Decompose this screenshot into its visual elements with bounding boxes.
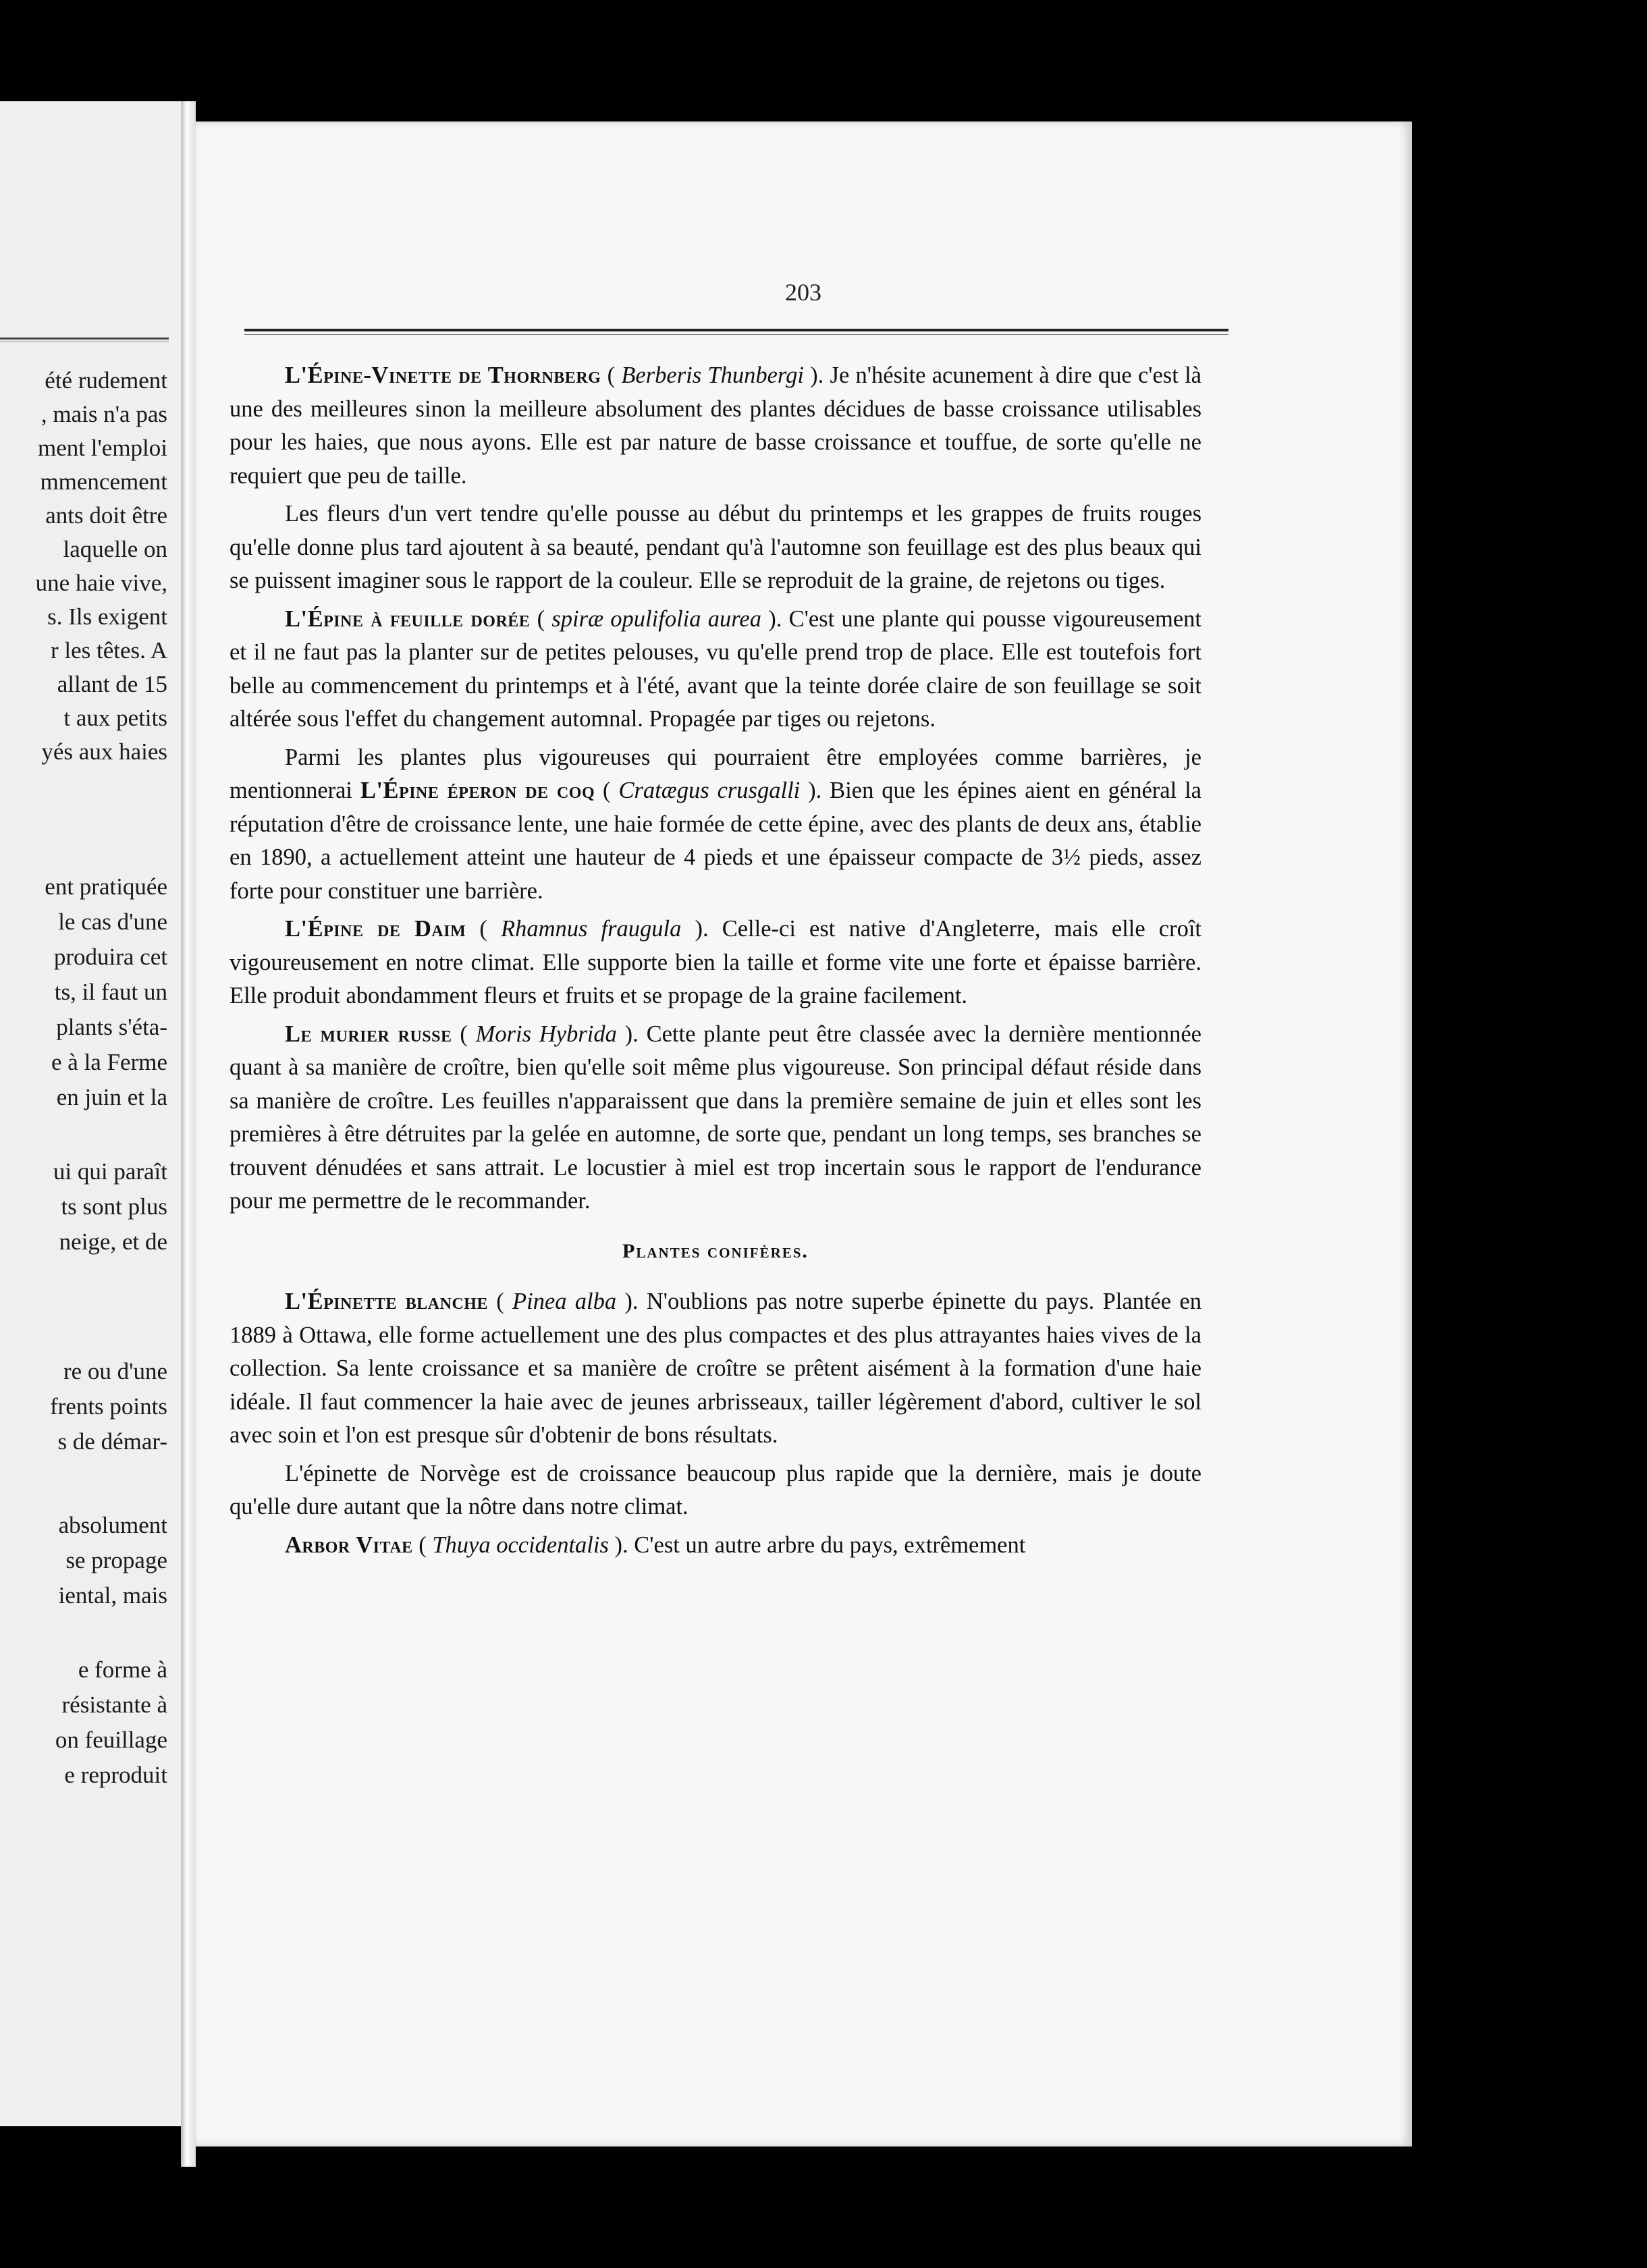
facing-line: re ou d'une <box>63 1358 167 1384</box>
entry-title: L'Épine de Daim <box>285 916 466 942</box>
facing-line: ment l'emploi <box>38 435 167 461</box>
paragraph-text: ). C'est un autre arbre du pays, extrêmement <box>608 1532 1026 1558</box>
facing-line: neige, et de <box>59 1228 167 1255</box>
section-heading: Plantes conifères. <box>622 1239 809 1262</box>
latin-name: Thuya occidentalis <box>432 1532 609 1558</box>
entry-title: L'Épine à feuille dorée <box>285 605 531 632</box>
paragraph-fleurs <box>230 497 1202 598</box>
book-page <box>196 122 1412 2146</box>
paragraph-text: ). Celle-ci est native d'Angleterre, mais elle croît vigoureusement en notre climat. Elle supporte bien la taille et forme vite une forte et épaisse barrière. Elle produit abondamment fleurs et fruits et se propage de la graine facilement. <box>230 916 1202 1008</box>
paren: ( <box>601 362 622 388</box>
latin-name: Pinea alba <box>512 1289 617 1314</box>
facing-line: en juin et la <box>56 1084 167 1110</box>
facing-line: mmencement <box>40 468 167 495</box>
facing-line: s. Ils exigent <box>47 603 167 630</box>
header-rule <box>244 329 1228 335</box>
facing-line: e à la Ferme <box>51 1049 167 1075</box>
facing-line: été rudement <box>45 367 167 394</box>
facing-line: allant de 15 <box>57 671 167 697</box>
facing-line: t aux petits <box>63 705 167 731</box>
paragraph-text: Les fleurs d'un vert tendre qu'elle pousse au début du printemps et les grappes de fruits rouges qu'elle donne plus tard ajoutent à sa beauté, pendant qu'à l'automne son feuillage est des plus beaux qui se puissent imaginer sous le rapport de la couleur. Elle se reproduit de la graine, de rejetons ou tiges. <box>230 501 1202 593</box>
paren: ( <box>412 1532 433 1558</box>
facing-line: e reproduit <box>64 1762 167 1788</box>
paragraph-text: ). C'est une plante qui pousse vigoureusement et il ne faut pas la planter sur de petites pelouses, vu qu'elle prend trop de place. Elle est toutefois fort belle au commencement du printemps et à l'été, avant que la teinte dorée claire de son feuillage se soit altérée sous l'effet du changement automnal. Propagée par tiges ou rejetons. <box>230 605 1202 732</box>
latin-name: spiræ opulifolia aurea <box>551 605 761 632</box>
facing-line: ants doit être <box>45 502 167 529</box>
facing-line: produira cet <box>53 944 167 970</box>
paragraph-thuya <box>230 1529 1202 1563</box>
latin-name: Berberis Thunbergi <box>621 362 804 388</box>
paragraph-text: ). Cette plante peut être classée avec la dernière mentionnée quant à sa manière de croître, bien qu'elle soit même plus vigoureuse. Son principal défaut réside dans sa manière de croître. Les feuilles n'apparaissent que dans la première semaine de juin et elles sont les premières à être détruites par la gelée en automne, de sorte que, pendant un long temps, ses branches se trouvent dénudées et sans attrait. Le locustier à miel est trop incertain sous le rapport de l'endurance pour me permettre de le recommander. <box>230 1021 1202 1214</box>
facing-line: ts, il faut un <box>54 979 167 1005</box>
facing-line: yés aux haies <box>41 738 167 765</box>
facing-line: r les têtes. A <box>50 637 167 664</box>
paren: ( <box>452 1021 476 1047</box>
paragraph-murier <box>230 1018 1202 1218</box>
paren: ( <box>530 605 552 632</box>
paragraph-text: ). N'oublions pas notre superbe épinette du pays. Plantée en 1889 à Ottawa, elle forme actuellement une des plus compactes et des plus attrayantes haies vives de la collection. Sa lente croissance et sa manière de croître se prêtent aisément à la formation d'une haie idéale. Il faut commencer la haie avec de jeunes arbrisseaux, tailler légèrement d'abord, cultiver le sol avec soin et l'on est presque sûr d'obtenir de bons résultats. <box>230 1289 1202 1448</box>
page-body <box>230 359 1202 1567</box>
facing-line: se propage <box>65 1547 167 1573</box>
paragraph-berberis <box>230 359 1202 493</box>
facing-line: absolument <box>58 1512 167 1538</box>
paren: ( <box>487 1289 513 1314</box>
entry-title: Arbor Vitae <box>285 1532 413 1558</box>
paren: ( <box>595 778 619 803</box>
facing-line: une haie vive, <box>35 570 167 596</box>
latin-name: Moris Hybrida <box>475 1021 617 1047</box>
facing-line: e forme à <box>78 1656 167 1683</box>
facing-line: iental, mais <box>58 1582 167 1609</box>
paragraph-intro: Parmi les plantes plus vigoureuses qui pourraient être employées comme barrières, je mentionnerai <box>230 744 1202 803</box>
facing-line: laquelle on <box>63 536 167 562</box>
facing-line: on feuillage <box>55 1727 167 1753</box>
paragraph-text: L'épinette de Norvège est de croissance beaucoup plus rapide que la dernière, mais je doute qu'elle dure autant que la nôtre dans notre climat. <box>230 1460 1202 1519</box>
facing-page-fragment <box>0 101 181 2126</box>
facing-line: s de démar- <box>57 1428 167 1455</box>
paragraph-pinea <box>230 1285 1202 1453</box>
paragraph-norvege <box>230 1457 1202 1524</box>
page-number: 203 <box>785 279 821 306</box>
facing-line: ts sont plus <box>61 1193 167 1220</box>
paren: ( <box>466 916 501 942</box>
paragraph-text: ). Je n'hésite acunement à dire que c'est là une des meilleures sinon la meilleure absolument des plantes décidues de basse croissance utilisables pour les haies, que nous ayons. Elle est par nature de basse croissance et touffue, de sorte qu'elle ne requiert que peu de taille. <box>230 362 1202 489</box>
entry-title: Le murier russe <box>285 1021 452 1047</box>
entry-title: L'Épinette blanche <box>285 1289 488 1314</box>
paragraph-crataegus <box>230 741 1202 909</box>
facing-line: frents points <box>49 1393 167 1420</box>
paragraph-text: ). Bien que les épines aient en général la réputation d'être de croissance lente, une haie formée de cette épine, avec des plants de deux ans, établie en 1890, a actuellement atteint une hauteur de 4 pieds et une épaisseur compacte de 3½ pieds, assez forte pour constituer une barrière. <box>230 778 1202 904</box>
latin-name: Cratægus crusgalli <box>618 778 801 803</box>
book-gutter <box>181 101 196 2167</box>
entry-title: L'Épine éperon de coq <box>360 778 595 803</box>
facing-line: le cas d'une <box>58 909 167 935</box>
facing-line: plants s'éta- <box>56 1014 167 1040</box>
paragraph-spiraea <box>230 603 1202 736</box>
facing-line: résistante à <box>61 1692 167 1718</box>
facing-line: ui qui paraît <box>53 1158 167 1185</box>
facing-line: ent pratiquée <box>45 873 167 900</box>
facing-page-rule <box>0 338 169 342</box>
facing-line: , mais n'a pas <box>40 401 167 427</box>
latin-name: Rhamnus fraugula <box>501 916 682 942</box>
paragraph-rhamnus <box>230 913 1202 1013</box>
entry-title: L'Épine-Vinette de Thornberg <box>285 362 601 388</box>
